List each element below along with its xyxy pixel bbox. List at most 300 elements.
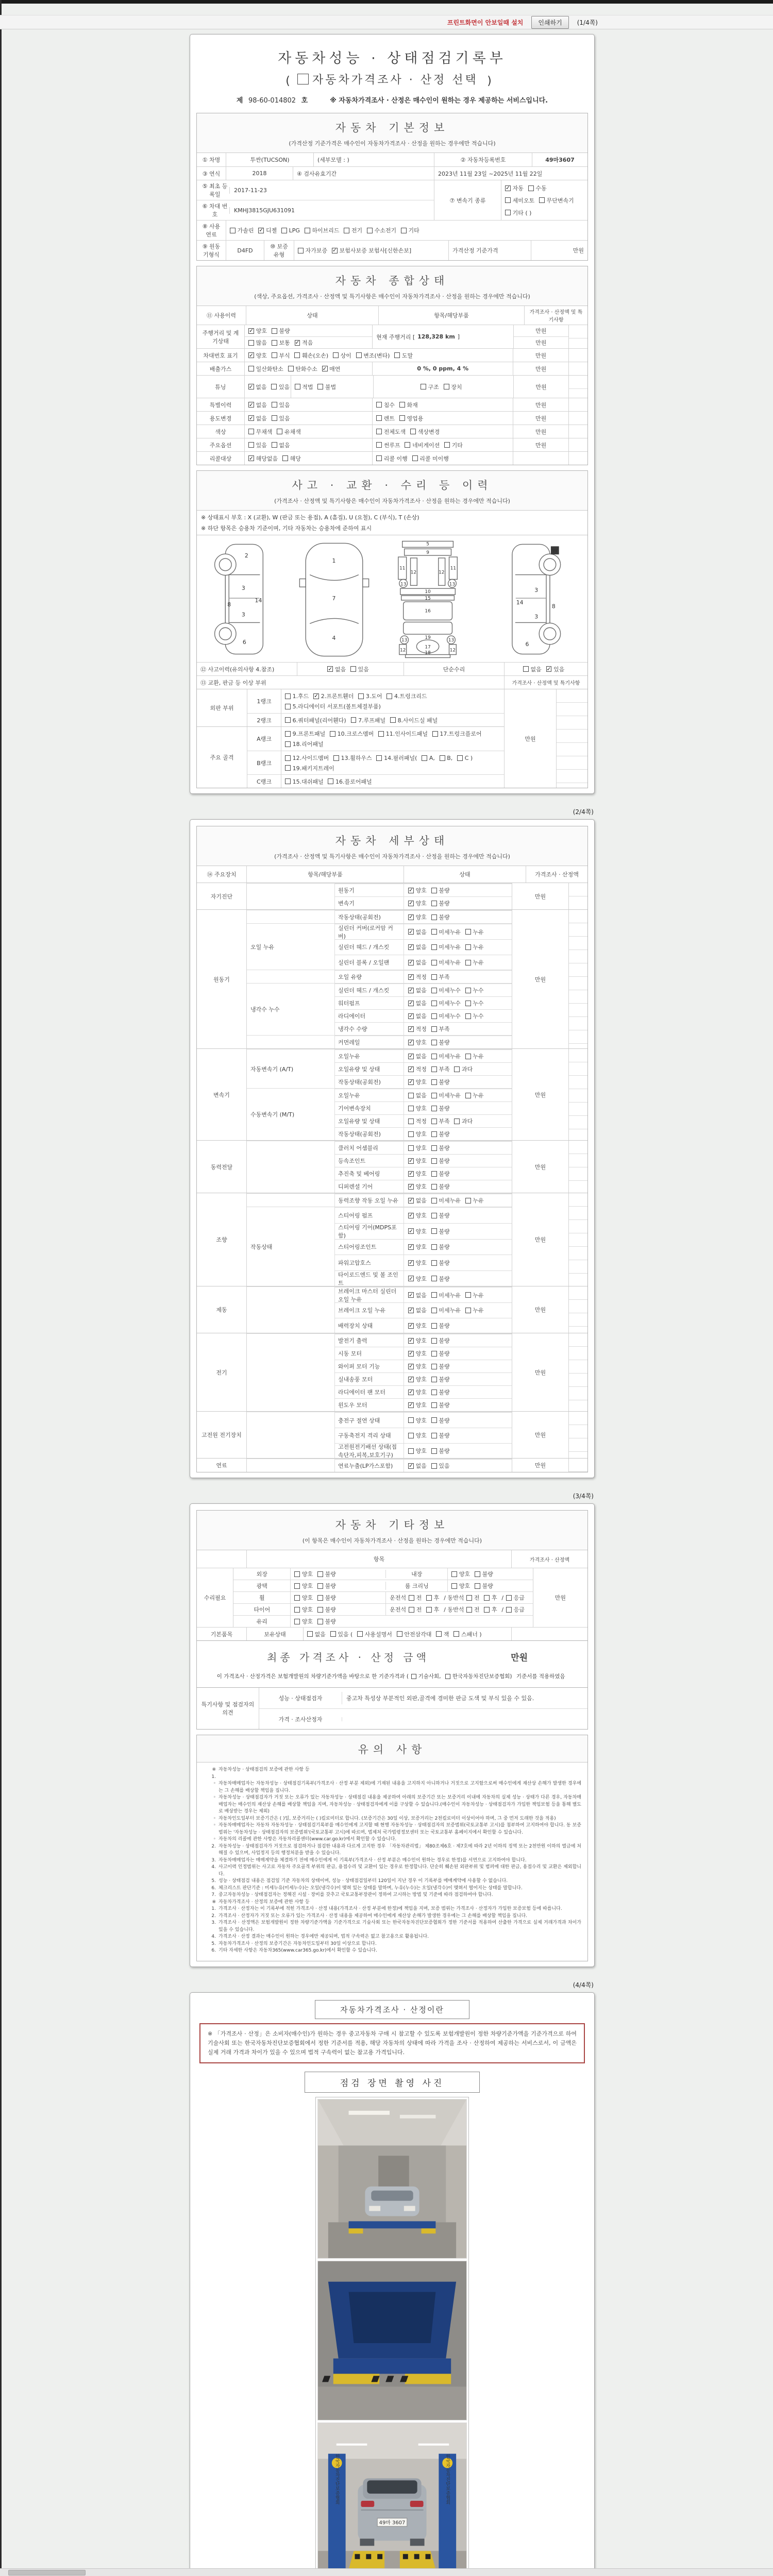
checkbox-icon bbox=[408, 1106, 414, 1111]
notice-item-number: ※ bbox=[212, 1899, 216, 1905]
checkbox-option bbox=[431, 1462, 450, 1470]
checkbox-label: 양호 bbox=[415, 1363, 427, 1370]
checkbox-option bbox=[453, 1630, 481, 1638]
checkbox-icon bbox=[294, 1571, 300, 1577]
device-blocks bbox=[246, 1459, 512, 1472]
notice-item bbox=[199, 1906, 585, 1913]
standard-note: ※ 하단 항목은 승용차 기준이며, 기타 자동차는 승용차에 준하여 표시 bbox=[201, 525, 372, 532]
checkbox-label: 없음 bbox=[415, 1000, 427, 1007]
checkbox-label: 있음 ( bbox=[338, 1631, 353, 1638]
checkbox-label: 렌트 bbox=[383, 415, 395, 422]
checkbox-option bbox=[408, 999, 427, 1007]
detail-item-label: 실내송풍 모터 bbox=[335, 1373, 404, 1385]
checkbox-icon bbox=[248, 340, 254, 346]
checkbox-option bbox=[285, 740, 324, 748]
checkbox-icon bbox=[356, 352, 362, 358]
detail-row bbox=[335, 1360, 512, 1372]
checkbox-option bbox=[431, 1291, 461, 1299]
checkbox-icon bbox=[367, 228, 373, 233]
panel-label-3f: 3 bbox=[241, 585, 245, 592]
checkbox-label: 5.라디에이터 서포트(볼트체결부품) bbox=[292, 703, 381, 710]
notice-item-text: 자동차의 리콜에 관한 사항은 자동차리콜센터(www.car.go.kr)에서 확인할 수 있습니다. bbox=[219, 1837, 397, 1842]
checkbox-option bbox=[431, 986, 461, 994]
checkbox-option bbox=[408, 1291, 427, 1299]
checkbox-icon bbox=[282, 455, 288, 461]
checkbox-icon: ✓ bbox=[409, 1292, 413, 1298]
checkbox-icon bbox=[431, 888, 437, 893]
checkbox-label: 장치 bbox=[451, 383, 462, 391]
checkbox-option bbox=[294, 1605, 313, 1614]
block-subgroup-label bbox=[247, 1459, 335, 1472]
checkbox-option bbox=[285, 692, 309, 700]
checkbox-icon bbox=[431, 1026, 437, 1032]
option-text: 기준서를 적용하였음 bbox=[516, 1673, 565, 1680]
detail-item-options bbox=[404, 1334, 512, 1347]
checkbox-label: 미세누유 bbox=[439, 1292, 461, 1299]
checkbox-icon: ✓ bbox=[409, 1013, 413, 1020]
checkbox-label: 있음 bbox=[358, 666, 369, 673]
checkbox-icon bbox=[421, 384, 426, 389]
device-man: 만원 bbox=[512, 1459, 568, 1472]
checkbox-option bbox=[248, 351, 267, 360]
notice-item-text: 자동차가격조사 · 산정의 보증에 관한 사항 등 bbox=[219, 1899, 310, 1905]
device-block bbox=[247, 1333, 512, 1411]
checkbox-label: 영업용 bbox=[407, 415, 424, 422]
remarks-label: 특기사항 및 점검자의 의견 bbox=[201, 1701, 255, 1717]
checkbox-icon bbox=[440, 755, 445, 761]
under-18: 18 bbox=[425, 651, 431, 656]
detail-item-options bbox=[404, 1399, 512, 1411]
block-subgroup-label bbox=[247, 970, 335, 983]
detail-item-label: 오일 유량 bbox=[335, 971, 404, 983]
checkbox-icon bbox=[317, 1607, 323, 1613]
detail-item-options bbox=[404, 1155, 512, 1167]
checkbox-icon bbox=[465, 929, 471, 935]
checkbox-option bbox=[376, 428, 406, 436]
checkbox-icon bbox=[285, 755, 291, 761]
checkbox-icon bbox=[272, 340, 277, 346]
detail-item-options bbox=[404, 1318, 512, 1333]
checkbox-option bbox=[505, 209, 531, 217]
checkbox-label: 누수 bbox=[473, 1000, 484, 1007]
checkbox-icon bbox=[465, 1013, 471, 1019]
checkbox-option bbox=[248, 401, 267, 409]
checkbox-option bbox=[466, 1605, 479, 1614]
checkbox-icon bbox=[431, 1448, 437, 1454]
checkbox-icon: ✓ bbox=[409, 1376, 413, 1383]
checkbox-icon bbox=[281, 228, 287, 233]
device-block bbox=[247, 970, 512, 983]
checkbox-label: 기타 bbox=[408, 227, 419, 234]
device-value-cells bbox=[568, 1193, 587, 1286]
checkbox-icon bbox=[431, 1308, 437, 1313]
detail-item-label: 원동기 bbox=[335, 884, 404, 896]
checkbox-option bbox=[408, 1259, 427, 1267]
checkbox-option bbox=[408, 1362, 427, 1370]
detail-item-options bbox=[404, 1255, 512, 1270]
checkbox-option bbox=[431, 1375, 450, 1383]
final-price-note bbox=[197, 1667, 587, 1687]
checkbox-option bbox=[408, 1321, 427, 1330]
checkbox-label: 잭 bbox=[443, 1631, 449, 1638]
notice-item-text: 가격조사 · 산정자가 거짓 또는 오류가 있는 가격조사 · 산정 내용을 제공하여 매수인에게 재산상 손해가 발생한 경우에는 그 손해를 배상할 책임을 집니다. bbox=[219, 1913, 527, 1919]
block-subgroup-label bbox=[247, 1194, 335, 1207]
checkbox-icon bbox=[317, 1583, 323, 1589]
panel-label-6: 6 bbox=[242, 639, 246, 646]
checkbox-option bbox=[285, 702, 381, 710]
accident-row-label: ⑫ 사고이력(유의사항 4.참조) bbox=[200, 666, 275, 673]
checkbox-option bbox=[294, 1617, 313, 1625]
checkbox-label: 디젤 bbox=[265, 227, 277, 234]
checkbox-label: 불량 bbox=[439, 1260, 450, 1267]
inspector-opinion-value: 중고차 특성상 부분적인 외판,골격에 경미한 판금 도색 및 부식 있을 수 있음. bbox=[342, 1692, 587, 1704]
checkbox-option bbox=[431, 1170, 450, 1178]
window-left-edge bbox=[0, 0, 2, 2576]
checkbox-label: 8.사이드실 패널 bbox=[397, 717, 438, 724]
simple-repair-options bbox=[504, 663, 587, 675]
checkbox-option bbox=[322, 365, 341, 373]
checkbox-label: 없음 bbox=[415, 1307, 427, 1314]
detail-item-options bbox=[404, 940, 512, 955]
checkbox-label: 전 bbox=[416, 1606, 422, 1614]
window-top-edge bbox=[0, 0, 773, 4]
checkbox-icon bbox=[408, 1417, 414, 1423]
device-man: 만원 bbox=[512, 1412, 568, 1458]
checkbox-label: 유채색 bbox=[284, 428, 301, 435]
detail-item-label: 등속조인트 bbox=[335, 1155, 404, 1167]
checkbox-icon bbox=[285, 778, 291, 784]
checkbox-option bbox=[431, 1336, 450, 1345]
notice-item-text: 자동차가격조사 · 산정의 보증기간은 자동차인도일부터 30일 이상으로 합니다. bbox=[219, 1941, 377, 1946]
detail-h4: 가격조사 · 산정액 bbox=[526, 866, 587, 883]
checkbox-label: 해당없음 bbox=[256, 455, 278, 462]
under-13r: 13 bbox=[449, 582, 456, 587]
checkbox-option bbox=[408, 1038, 427, 1046]
overall-title: 자동차 종합상태 bbox=[335, 275, 449, 287]
notice-item-number: 7. bbox=[211, 1892, 216, 1898]
checkbox-option bbox=[298, 246, 327, 255]
checkbox-label: 있음 bbox=[279, 415, 290, 422]
checkbox-option bbox=[313, 692, 354, 700]
detail-item-options bbox=[404, 955, 512, 970]
checkbox-icon bbox=[333, 755, 339, 761]
detail-item-label: 오일누유 bbox=[335, 1050, 404, 1062]
checkbox-icon bbox=[431, 1001, 437, 1006]
device-man: 만원 bbox=[512, 1141, 568, 1193]
checkbox-option bbox=[408, 1025, 427, 1033]
checkbox-icon bbox=[285, 731, 291, 737]
checkbox-option bbox=[431, 1052, 461, 1060]
checkbox-icon bbox=[454, 1118, 460, 1124]
checkbox-option bbox=[317, 1570, 336, 1578]
checkbox-icon bbox=[422, 755, 427, 761]
checkbox-label: 해당 bbox=[290, 455, 301, 462]
checkbox-icon: ✓ bbox=[409, 1212, 413, 1219]
checkbox-label: 후 bbox=[491, 1595, 497, 1602]
transmission-options bbox=[501, 180, 587, 220]
checkbox-option bbox=[484, 1594, 497, 1602]
fuel-label: ⑧ 사용 연료 bbox=[202, 223, 221, 239]
detail-row bbox=[335, 1428, 512, 1443]
detail-item-label: 연료누출(LP가스포함) bbox=[335, 1460, 404, 1472]
checkbox-option bbox=[408, 1091, 427, 1099]
notice-item-text: 기타 자세한 사항은 자동차365(www.car365.go.kr)에서 확인할 수 있습니다. bbox=[219, 1948, 377, 1954]
checkbox-label: 불량 bbox=[439, 1039, 450, 1046]
checkbox-label: 누유 bbox=[473, 1307, 484, 1314]
device-group-row bbox=[197, 883, 587, 909]
device-block bbox=[247, 1088, 512, 1140]
checkbox-label: 불량 bbox=[439, 1171, 450, 1178]
checkbox-label: 불량 bbox=[439, 1145, 450, 1152]
device-name: 제동 bbox=[216, 1307, 227, 1314]
detail-row bbox=[335, 1412, 512, 1428]
scrollbar-thumb[interactable] bbox=[8, 2570, 86, 2575]
checkbox-option bbox=[408, 1052, 427, 1060]
panel-label-14-r: 14 bbox=[516, 599, 524, 606]
checkbox-label: 15.대쉬패널 bbox=[292, 778, 324, 785]
checkbox-option bbox=[408, 886, 427, 894]
checkbox-option bbox=[431, 1362, 450, 1370]
checkbox-label: 13.휠하우스 bbox=[341, 755, 372, 762]
checkbox-option bbox=[431, 1447, 450, 1455]
detail-item-options bbox=[404, 1194, 512, 1207]
detail-item-options bbox=[404, 1413, 512, 1428]
detail-row bbox=[335, 955, 512, 970]
notice-item-text: 자동차인도일부터 보증기간은 ( )일, 보증거리는 ( )킬로미터로 합니다. (보증기간은 30일 이상, 보증거리는 2천킬로미터 이상이어야 하며, 그 중 먼저 도래한 것을 적용) bbox=[219, 1816, 556, 1821]
under-12r: 12 bbox=[439, 570, 445, 576]
checkbox-label: 양호 bbox=[256, 352, 267, 359]
detail-groups bbox=[197, 883, 587, 1472]
accident-subtitle: (가격조사 · 산정액 및 특기사항은 매수인이 자동차가격조사 · 산정을 원하는 경우에만 적습니다) bbox=[274, 498, 510, 505]
checkbox-icon bbox=[351, 717, 357, 723]
checkbox-option bbox=[426, 1594, 439, 1602]
checkbox-label: 양호 bbox=[415, 1244, 427, 1251]
panel-label-2: 2 bbox=[244, 552, 248, 560]
inspector-opinion-label: 성능 · 상태점검자 bbox=[278, 1695, 323, 1702]
checkbox-label: 자동차가격조사 · 산정 선택 bbox=[312, 74, 478, 87]
option-text: ) bbox=[487, 75, 494, 88]
notice-item bbox=[199, 1781, 585, 1794]
checkbox-label: 14.필러패널( bbox=[384, 755, 417, 762]
block-subgroup-label bbox=[247, 1334, 335, 1411]
checkbox-label: 양호 bbox=[415, 1402, 427, 1409]
checkbox-label: 부족 bbox=[439, 1118, 450, 1125]
notice-item-text: 성능 · 상태점검 내용은 점검일 기준 자동차의 상태이며, 성능 · 상태점검일부터 120일이 지난 경우 이 기록부를 매매계약에 사용할 수 없습니다. bbox=[219, 1878, 508, 1884]
block-rows bbox=[335, 1207, 512, 1286]
checkbox-icon bbox=[272, 415, 277, 421]
checkbox-label: 불량 bbox=[439, 887, 450, 894]
notice-item bbox=[199, 1843, 585, 1857]
detail-item-label: 디퍼렌셜 기어 bbox=[335, 1180, 404, 1193]
checkbox-option bbox=[397, 1630, 432, 1638]
detail-condition-table bbox=[196, 826, 588, 1472]
device-value-cells bbox=[568, 1459, 587, 1472]
block-subgroup-label bbox=[247, 910, 335, 923]
detail-item-label: 클러치 어셈블리 bbox=[335, 1142, 404, 1154]
detail-row bbox=[335, 1009, 512, 1022]
checkbox-label: 침수 bbox=[383, 401, 395, 409]
checkbox-icon: ✓ bbox=[295, 340, 300, 346]
block-rows bbox=[335, 1194, 512, 1207]
tire-position-options bbox=[385, 1604, 532, 1615]
vin-mark-label: 차대번호 표기 bbox=[203, 352, 238, 359]
device-block bbox=[247, 1412, 512, 1458]
detail-item-label: 파워고압호스 bbox=[335, 1255, 404, 1270]
checkbox-option bbox=[431, 899, 450, 907]
detail-item-options bbox=[404, 1076, 512, 1088]
checkbox-label: 양호 bbox=[415, 1376, 427, 1383]
panel-label-7: 7 bbox=[332, 595, 336, 602]
checkbox-option bbox=[376, 414, 395, 422]
checkbox-option bbox=[294, 1582, 313, 1590]
print-button[interactable]: 인쇄하기 bbox=[531, 16, 568, 29]
notice-item-number: 6. bbox=[211, 1948, 216, 1954]
overall-h4: 가격조사 · 산정액 및 특기사항 bbox=[524, 306, 587, 325]
document-title: 자동차성능 · 상태점검기록부 bbox=[278, 50, 507, 66]
page-marker-3: (3/4쪽) bbox=[573, 1493, 594, 1500]
checkbox-label: 적정 bbox=[415, 974, 427, 981]
checkbox-label: 불량 bbox=[482, 1583, 493, 1590]
checkbox-label: 없음 bbox=[415, 1197, 427, 1205]
checkbox-label: LPG bbox=[289, 227, 300, 234]
checkbox-option bbox=[294, 1570, 313, 1578]
device-value-cells bbox=[568, 1286, 587, 1333]
notice-item bbox=[199, 1941, 585, 1948]
checkbox-option bbox=[440, 755, 453, 761]
detail-item-options bbox=[404, 1303, 512, 1318]
rank1-options bbox=[281, 689, 504, 713]
checkbox-label: 있음 bbox=[256, 442, 267, 449]
checkbox-icon: ✓ bbox=[409, 1350, 413, 1357]
checkbox-option bbox=[248, 338, 267, 347]
doc-number: 98-60-014802 bbox=[248, 97, 296, 105]
device-blocks bbox=[246, 883, 512, 909]
checkbox-icon bbox=[248, 429, 254, 434]
printer-install-link[interactable]: 프린트화면이 안보일때 설치 bbox=[447, 19, 524, 26]
checkbox-icon bbox=[528, 185, 534, 191]
checkbox-label: 한국자동차진단보증협회) bbox=[452, 1673, 512, 1680]
checkbox-option bbox=[408, 1227, 427, 1235]
checkbox-option bbox=[546, 665, 565, 673]
checkbox-option bbox=[408, 1211, 427, 1219]
checkbox-option bbox=[295, 383, 313, 391]
first-reg-label: ⑤ 최초 등록일 bbox=[202, 183, 228, 198]
checkbox-icon bbox=[451, 1583, 457, 1589]
device-block bbox=[247, 1035, 512, 1048]
option-text: / bbox=[501, 1594, 504, 1601]
checkbox-option bbox=[294, 351, 328, 360]
base-price-label: 가격산정 기준가격 bbox=[448, 241, 531, 260]
wheel-position-options bbox=[385, 1592, 532, 1603]
checkbox-label: 탄화수소 bbox=[295, 365, 317, 372]
checkbox-option bbox=[431, 1065, 450, 1073]
checkbox-option bbox=[409, 1605, 422, 1614]
checkbox-label: 없음 bbox=[415, 987, 427, 994]
checkbox-option bbox=[431, 1416, 450, 1425]
checkbox-icon bbox=[431, 929, 437, 935]
checkbox-option bbox=[411, 1672, 441, 1680]
detail-item-label: 실린더 블록 / 오일팬 bbox=[335, 955, 404, 970]
checkbox-label: 부족 bbox=[439, 1066, 450, 1073]
under-13bl: 13 bbox=[401, 638, 408, 643]
checkbox-option bbox=[431, 973, 450, 981]
checkbox-icon bbox=[484, 1595, 490, 1601]
checkbox-option bbox=[465, 1052, 484, 1060]
checkbox-icon: ✓ bbox=[249, 455, 254, 462]
checkbox-icon bbox=[408, 1145, 414, 1151]
color-man: 만원 bbox=[513, 425, 568, 438]
detail-row bbox=[335, 984, 512, 996]
checkbox-label: 없음 bbox=[415, 1292, 427, 1299]
checkbox-option bbox=[523, 665, 542, 673]
accident-title: 사고 · 교환 · 수리 등 이력 bbox=[292, 479, 493, 492]
detail-item-options bbox=[404, 1063, 512, 1075]
block-rows bbox=[335, 970, 512, 983]
checkbox-icon bbox=[465, 1292, 471, 1298]
checkbox-icon: ✓ bbox=[249, 328, 254, 334]
checkbox-option bbox=[294, 1594, 313, 1602]
notice-item bbox=[199, 1857, 585, 1865]
checkbox-icon bbox=[410, 429, 416, 434]
document-subtitle bbox=[196, 71, 588, 88]
checkbox-option bbox=[444, 383, 462, 391]
checkbox-icon bbox=[248, 442, 254, 448]
checkbox-option bbox=[408, 1117, 427, 1125]
device-name: 전기 bbox=[216, 1369, 227, 1376]
checkbox-option bbox=[506, 1594, 525, 1602]
detail-row bbox=[335, 1443, 512, 1459]
recall-options bbox=[244, 452, 372, 465]
detail-item-label: 작동상태(공회전) bbox=[335, 1128, 404, 1140]
detail-item-label: 오일누유 bbox=[335, 1089, 404, 1101]
checkbox-option bbox=[408, 958, 427, 967]
checkbox-icon: ✓ bbox=[506, 185, 510, 192]
car-name-value: 투싼(TUCSON) bbox=[226, 153, 313, 166]
checkbox-label: 과다 bbox=[462, 1118, 473, 1125]
device-value-cells bbox=[568, 1412, 587, 1458]
notice-item-text bbox=[219, 1774, 581, 1781]
checkbox-icon bbox=[399, 402, 405, 408]
detail-item-label: 동력조향 작동 오일 누유 bbox=[335, 1194, 404, 1207]
horizontal-scrollbar[interactable] bbox=[0, 2568, 773, 2576]
checkbox-option bbox=[297, 71, 478, 87]
detail-row bbox=[335, 996, 512, 1009]
notice-item bbox=[199, 1767, 585, 1774]
usage-change-label: 용도변경 bbox=[209, 415, 232, 422]
checkbox-icon bbox=[350, 666, 356, 672]
checkbox-label: 불량 bbox=[439, 1158, 450, 1165]
checkbox-icon bbox=[431, 944, 437, 950]
detail-row bbox=[335, 1141, 512, 1154]
checkbox-label: 미세누유 bbox=[439, 1092, 461, 1099]
checkbox-icon: ✓ bbox=[249, 401, 254, 408]
emission-label: 배출가스 bbox=[209, 365, 232, 372]
notice-item-text: 자동차매매업자는 자동차성능 · 상태점검기록부(가격조사 · 산정 부분 제외)에 기재된 내용을 고지하지 아니하거나 거짓으로 고지함으로써 매수인에게 재산상 손해가 발생한 경우에는 그 손해를 배상할 책임을 집니다. bbox=[219, 1781, 581, 1793]
device-man: 만원 bbox=[512, 910, 568, 1048]
checkbox-label: 하이브리드 bbox=[312, 227, 340, 234]
detail-item-options bbox=[404, 1102, 512, 1114]
checkbox-option bbox=[376, 454, 408, 463]
checkbox-icon: ✓ bbox=[409, 1228, 413, 1234]
checkbox-label: 불량 bbox=[439, 1350, 450, 1358]
device-block bbox=[247, 1286, 512, 1333]
checkbox-icon bbox=[431, 914, 437, 920]
checkbox-icon bbox=[431, 1417, 437, 1423]
wheel-options bbox=[290, 1592, 385, 1603]
checkbox-option bbox=[431, 886, 450, 894]
other-subtitle: (이 항목은 매수인이 자동차가격조사 · 산정을 원하는 경우에만 적습니다) bbox=[302, 1537, 482, 1545]
detail-item-options bbox=[404, 1010, 512, 1022]
